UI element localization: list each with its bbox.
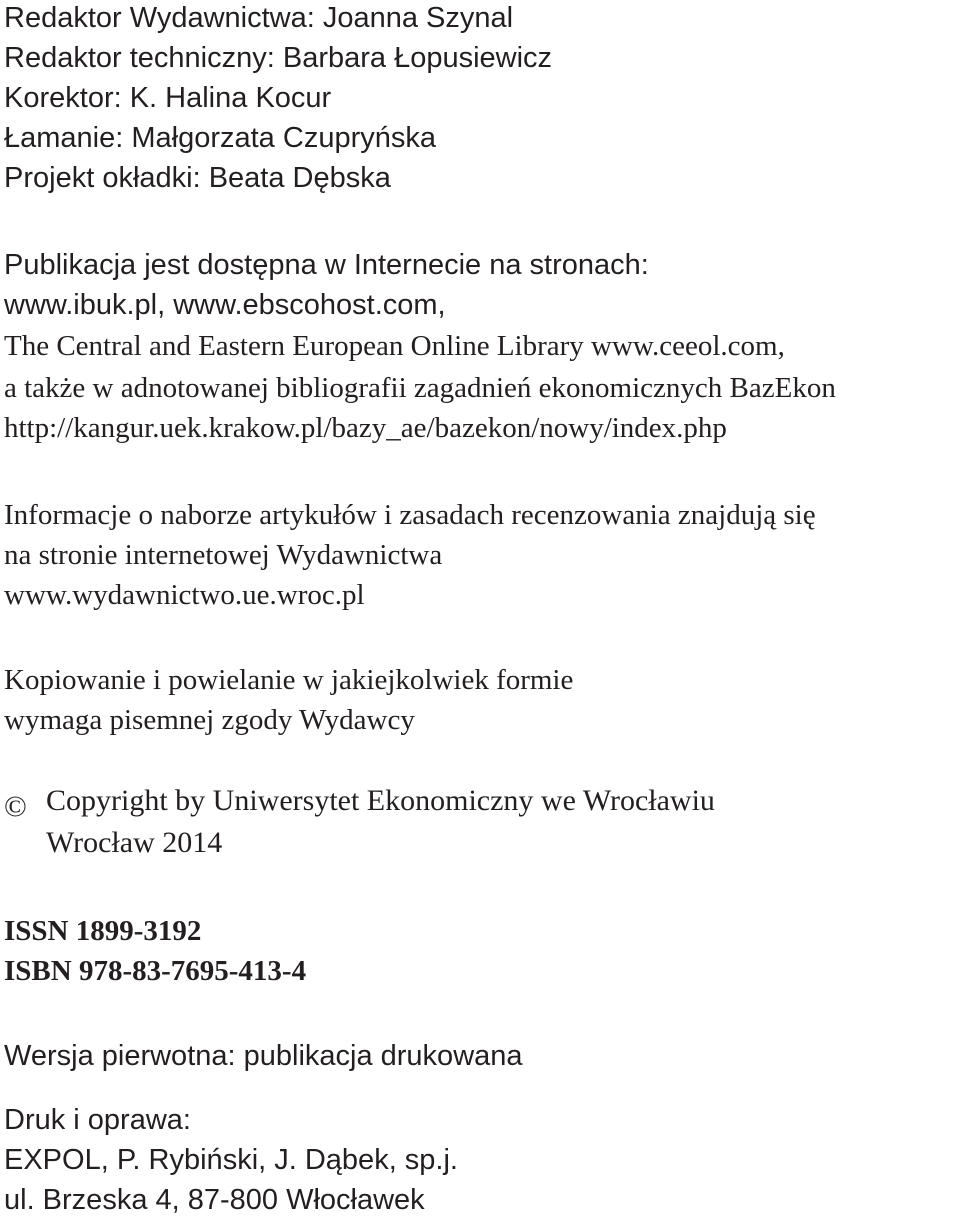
copying-notice: Kopiowanie i powielanie w jakiejkolwiek formie <box>4 664 574 696</box>
credit-typesetting: Łamanie: Małgorzata Czupryńska <box>4 122 436 154</box>
printing-label: Druk i oprawa: <box>4 1104 191 1136</box>
copyright-place-year: Wrocław 2014 <box>46 826 223 859</box>
copyright-lines <box>46 783 715 867</box>
issn: ISSN 1899-3192 <box>4 915 202 947</box>
availability-urls: www.ibuk.pl, www.ebscohost.com, <box>4 289 446 321</box>
submission-url: www.wydawnictwo.ue.wroc.pl <box>4 579 365 611</box>
isbn: ISBN 978-83-7695-413-4 <box>4 955 307 987</box>
credit-technical-editor: Redaktor techniczny: Barbara Łopusiewicz <box>4 42 553 74</box>
printer-address: ul. Brzeska 4, 87-800 Włocławek <box>4 1184 425 1216</box>
copying-consent: wymaga pisemnej zgody Wydawcy <box>4 704 415 736</box>
submission-site: na stronie internetowej Wydawnictwa <box>4 539 443 571</box>
availability-bazekon-url: http://kangur.uek.krakow.pl/bazy_ae/bazekon/nowy/index.php <box>4 412 727 444</box>
original-version: Wersja pierwotna: publikacja drukowana <box>4 1040 523 1072</box>
availability-bazekon: a także w adnotowanej bibliografii zagadnień ekonomicznych BazEkon <box>4 372 836 404</box>
availability-ceeol: The Central and Eastern European Online Library www.ceeol.com, <box>4 330 785 362</box>
copyright-holder: Copyright by Uniwersytet Ekonomiczny we Wrocławiu <box>46 784 715 817</box>
credit-cover-design: Projekt okładki: Beata Dębska <box>4 162 391 194</box>
copyright-symbol: © <box>4 790 27 823</box>
credit-editor: Redaktor Wydawnictwa: Joanna Szynal <box>4 2 514 34</box>
submission-info: Informacje o naborze artykułów i zasadach recenzowania znajdują się <box>4 499 816 531</box>
credit-proofreader: Korektor: K. Halina Kocur <box>4 82 332 114</box>
printer-name: EXPOL, P. Rybiński, J. Dąbek, sp.j. <box>4 1144 458 1176</box>
availability-intro: Publikacja jest dostępna w Internecie na stronach: <box>4 249 649 281</box>
